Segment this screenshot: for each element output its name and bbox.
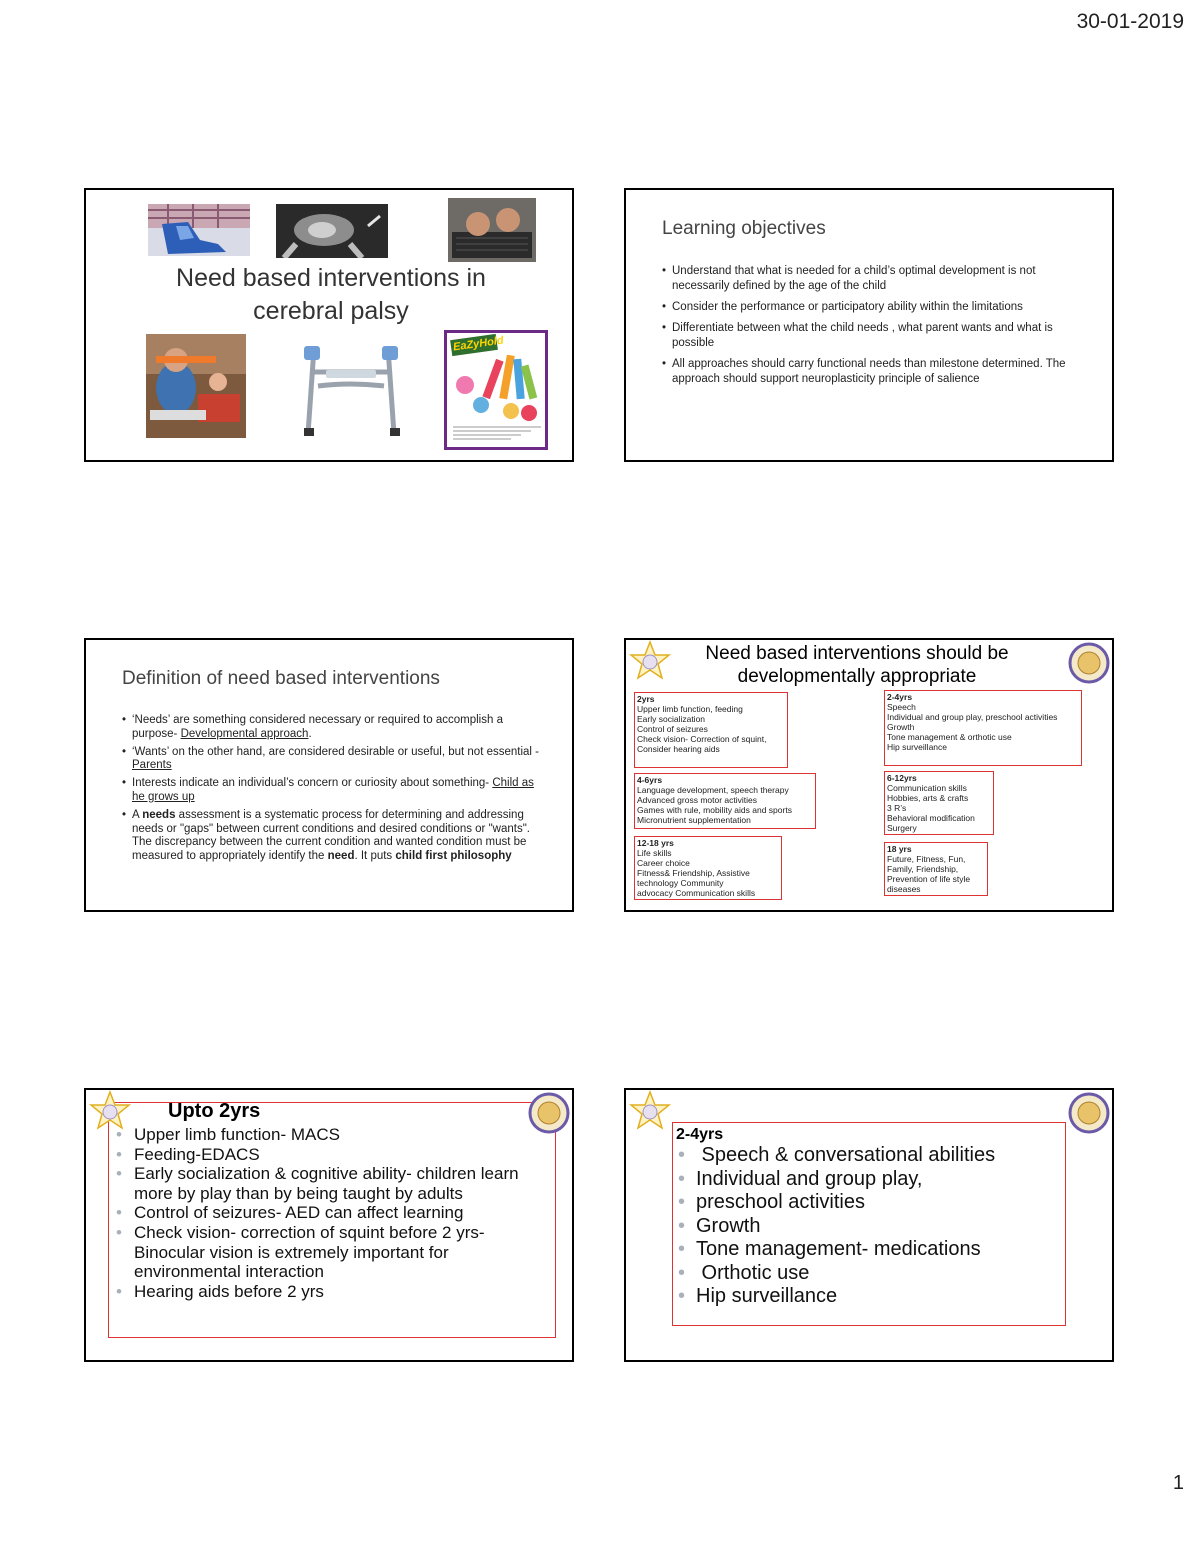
page-date: 30-01-2019 (1076, 10, 1184, 33)
list-item: • All approaches should carry functional needs than milestone determined. The approach should support neuroplasticity principle of salience (662, 357, 1082, 387)
stage-box-4-6yrs: 4-6yrs Language development, speech therapy Advanced gross motor activities Games with rule, mobility aids and sports Micronutrient supplementation (634, 773, 816, 829)
stage-box-2-4yrs: 2-4yrs Speech Individual and group play, preschool activities Growth Tone management & orthotic use Hip surveillance (884, 690, 1082, 766)
stage-box-2yrs: 2yrs Upper limb function, feeding Early socialization Control of seizures Check vision- Correction of squint, Consider hearing aids (634, 692, 788, 768)
list-item: • preschool activities (674, 1191, 1054, 1215)
slide-learning-objectives (624, 188, 1114, 462)
page-number: 1 (1172, 1472, 1184, 1494)
seal-logo-icon (528, 1092, 570, 1134)
list-item: • Individual and group play, (674, 1168, 1054, 1192)
list-item: • Interests indicate an individual’s concern or curiosity about something- Child as he grows up (122, 777, 542, 805)
slide-upto-2yrs (84, 1088, 574, 1362)
slide-title-text: Learning objectives (662, 218, 826, 239)
list-item: • Growth (674, 1215, 1054, 1239)
list-item: • Tone management- medications (674, 1238, 1054, 1262)
objectives-list (662, 264, 1082, 387)
slide-2-4yrs (624, 1088, 1114, 1362)
stage-box-6-12yrs: 6-12yrs Communication skills Hobbies, arts & crafts 3 R’s Behavioral modification Surgery (884, 771, 994, 835)
list-item: • Understand that what is needed for a child’s optimal development is not necessarily defined by the age of the child (662, 264, 1082, 294)
walker-photo (296, 342, 406, 438)
list-item: • Early socialization & cognitive ability- children learn more by play than by being taught by adults (112, 1164, 532, 1203)
definition-list (122, 714, 542, 864)
list-item: • ‘Needs’ are something considered necessary or required to accomplish a purpose- Developmental approach. (122, 714, 542, 742)
hip-xray-photo (276, 204, 388, 258)
stage-box-12-18yrs: 12-18 yrs Life skills Career choice Fitness& Friendship, Assistive technology Community advocacy Communication skills (634, 836, 782, 900)
list-item: • Speech & conversational abilities (674, 1144, 1054, 1168)
list-item: • Hip surveillance (674, 1285, 1054, 1309)
slide-title-text: 2-4yrs (676, 1126, 724, 1143)
list-item: • ‘Wants’ on the other hand, are considered desirable or useful, but not essential -Parents (122, 746, 542, 774)
list-item: • A needs assessment is a systematic process for determining and addressing needs or "gaps" between current conditions and desired conditions or "wants". The discrepancy between the current condition and wanted condition must be measured to appropriately identify the need. It puts child first philosophy (122, 809, 542, 864)
2-4yrs-list (674, 1144, 1054, 1309)
slide-title (84, 188, 574, 462)
eazyhold-logo: EaZyHold (452, 334, 505, 354)
slide-title-text: Definition of need based interventions (122, 668, 440, 689)
list-item: • Differentiate between what the child needs , what parent wants and what is possible (662, 321, 1082, 351)
child-wheelchair-photo (146, 334, 246, 438)
slide-definition (84, 638, 574, 912)
list-item: • Upper limb function- MACS (112, 1125, 532, 1145)
foot-orthosis-photo (148, 204, 250, 256)
list-item: • Feeding-EDACS (112, 1145, 532, 1165)
slide-title-text: Need based interventions in cerebral palsy (176, 264, 486, 325)
upto-2yrs-list (112, 1125, 532, 1301)
list-item: • Control of seizures- AED can affect learning (112, 1203, 532, 1223)
list-item: • Check vision- correction of squint before 2 yrs- Binocular vision is extremely important for environmental interaction (112, 1223, 532, 1282)
star-logo-icon (628, 640, 672, 684)
list-item: • Consider the performance or participatory ability within the limitations (662, 300, 1082, 315)
slide-title-text: Need based interventions should be developmentally appropriate (705, 643, 1009, 687)
seal-logo-icon (1068, 642, 1110, 684)
list-item: • Orthotic use (674, 1262, 1054, 1286)
seal-logo-icon (1068, 1092, 1110, 1134)
slide-developmental-stages (624, 638, 1114, 912)
slide-title-text: Upto 2yrs (168, 1100, 261, 1122)
keyboard-hands-photo (448, 198, 536, 262)
eazyhold-product-image (444, 330, 548, 450)
stage-box-18yrs: 18 yrs Future, Fitness, Fun, Family, Friendship, Prevention of life style diseases (884, 842, 988, 896)
list-item: • Hearing aids before 2 yrs (112, 1282, 532, 1302)
star-logo-icon (628, 1090, 672, 1134)
